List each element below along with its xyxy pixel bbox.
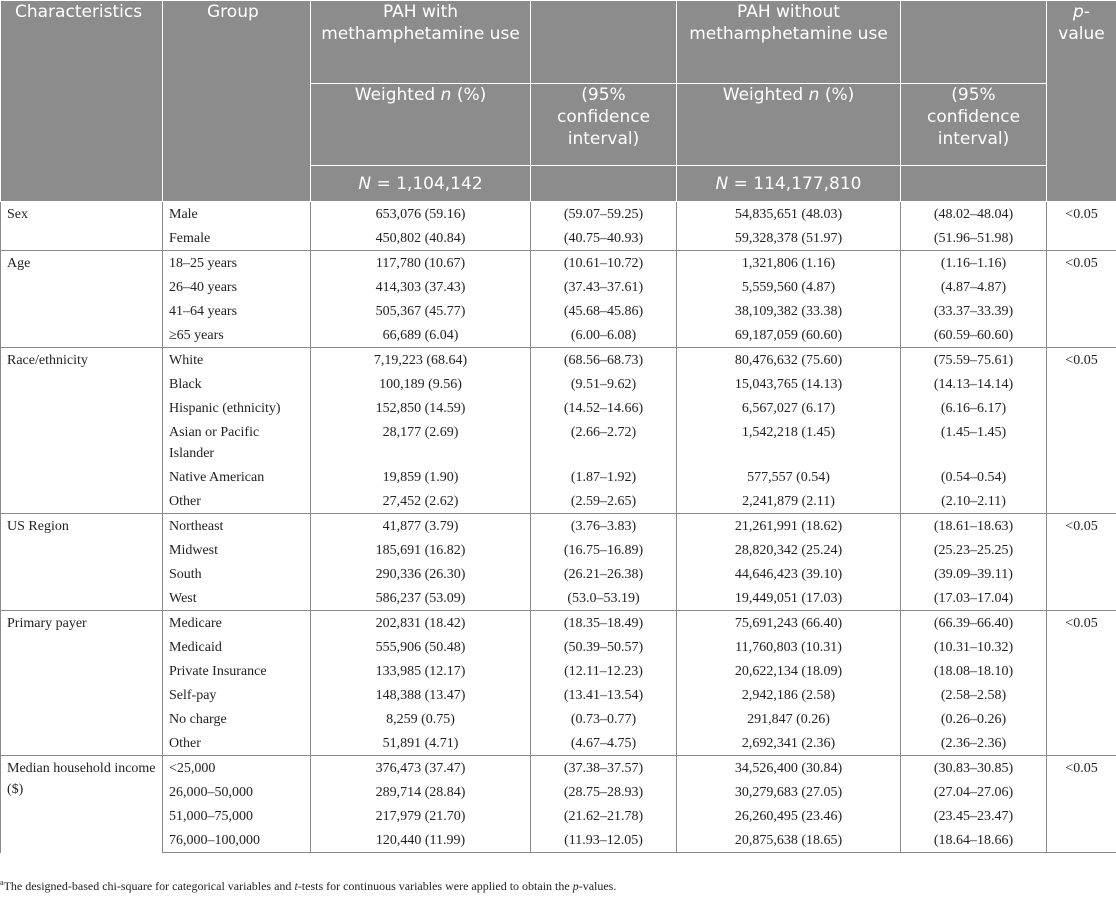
group-cell: 76,000–100,000 [163, 828, 311, 853]
with-ci-cell: (45.68–45.86) [531, 299, 677, 323]
group-cell: Native American [163, 465, 311, 489]
without-weighted-n-cell: 2,692,341 (2.36) [677, 731, 901, 756]
table-row [1, 611, 1116, 636]
with-weighted-n-cell: 66,689 (6.04) [311, 323, 531, 348]
with-ci-cell: (68.56–68.73) [531, 348, 677, 373]
with-ci-cell: (13.41–13.54) [531, 683, 677, 707]
without-weighted-n-cell: 38,109,382 (33.38) [677, 299, 901, 323]
table-row [1, 489, 1116, 514]
with-ci-cell: (11.93–12.05) [531, 828, 677, 853]
with-weighted-n-cell: 27,452 (2.62) [311, 489, 531, 514]
p-value-cell [1047, 562, 1116, 586]
with-weighted-n-cell: 7,19,223 (68.64) [311, 348, 531, 373]
without-weighted-n-cell: 59,328,378 (51.97) [677, 226, 901, 251]
group-cell: Medicaid [163, 635, 311, 659]
without-ci-cell: (17.03–17.04) [901, 586, 1047, 611]
table-row [1, 683, 1116, 707]
p-value-cell [1047, 275, 1116, 299]
without-ci-cell: (2.36–2.36) [901, 731, 1047, 756]
p-value-cell: <0.05 [1047, 611, 1116, 636]
p-value-cell [1047, 804, 1116, 828]
group-cell: 41–64 years [163, 299, 311, 323]
with-weighted-n-cell: 217,979 (21.70) [311, 804, 531, 828]
with-ci-cell: (4.67–4.75) [531, 731, 677, 756]
with-ci-cell: (53.0–53.19) [531, 586, 677, 611]
table-row [1, 828, 1116, 853]
with-ci-cell: (2.59–2.65) [531, 489, 677, 514]
characteristic-cell: Primary payer [1, 611, 163, 756]
without-weighted-n-cell: 291,847 (0.26) [677, 707, 901, 731]
table-row [1, 586, 1116, 611]
with-ci-cell: (2.66–2.72) [531, 420, 677, 465]
p-value-cell [1047, 731, 1116, 756]
table-row [1, 299, 1116, 323]
group-cell: 18–25 years [163, 251, 311, 276]
with-ci-cell: (50.39–50.57) [531, 635, 677, 659]
header-weighted-without: Weighted n (%) [677, 84, 901, 166]
header-ci-with: (95% confidence interval) [531, 84, 677, 166]
table-row [1, 780, 1116, 804]
without-ci-cell: (30.83–30.85) [901, 756, 1047, 781]
group-cell: Hispanic (ethnicity) [163, 396, 311, 420]
with-ci-cell: (9.51–9.62) [531, 372, 677, 396]
p-value-cell [1047, 396, 1116, 420]
with-ci-cell: (6.00–6.08) [531, 323, 677, 348]
with-ci-cell: (59.07–59.25) [531, 202, 677, 227]
without-ci-cell: (25.23–25.25) [901, 538, 1047, 562]
group-cell: Midwest [163, 538, 311, 562]
p-value-cell: <0.05 [1047, 251, 1116, 276]
with-ci-cell: (26.21–26.38) [531, 562, 677, 586]
without-weighted-n-cell: 30,279,683 (27.05) [677, 780, 901, 804]
header-weighted-with: Weighted n (%) [311, 84, 531, 166]
characteristic-cell: US Region [1, 514, 163, 611]
group-cell: 51,000–75,000 [163, 804, 311, 828]
group-cell: <25,000 [163, 756, 311, 781]
with-weighted-n-cell: 586,237 (53.09) [311, 586, 531, 611]
without-ci-cell: (1.45–1.45) [901, 420, 1047, 465]
with-weighted-n-cell: 290,336 (26.30) [311, 562, 531, 586]
with-weighted-n-cell: 376,473 (37.47) [311, 756, 531, 781]
without-ci-cell: (14.13–14.14) [901, 372, 1047, 396]
header-characteristics: Characteristics [1, 1, 163, 202]
without-ci-cell: (18.08–18.10) [901, 659, 1047, 683]
p-value-cell: <0.05 [1047, 756, 1116, 781]
without-weighted-n-cell: 2,241,879 (2.11) [677, 489, 901, 514]
characteristic-cell: Median household income ($) [1, 756, 163, 853]
p-value-cell [1047, 420, 1116, 465]
without-ci-cell: (2.10–2.11) [901, 489, 1047, 514]
table-row [1, 396, 1116, 420]
with-ci-cell: (37.38–37.57) [531, 756, 677, 781]
table-row [1, 756, 1116, 781]
without-weighted-n-cell: 20,875,638 (18.65) [677, 828, 901, 853]
without-weighted-n-cell: 75,691,243 (66.40) [677, 611, 901, 636]
without-ci-cell: (27.04–27.06) [901, 780, 1047, 804]
with-ci-cell: (40.75–40.93) [531, 226, 677, 251]
without-ci-cell: (18.61–18.63) [901, 514, 1047, 539]
header-empty-1 [531, 1, 677, 84]
without-weighted-n-cell: 5,559,560 (4.87) [677, 275, 901, 299]
with-weighted-n-cell: 120,440 (11.99) [311, 828, 531, 853]
without-ci-cell: (66.39–66.40) [901, 611, 1047, 636]
table-row [1, 348, 1116, 373]
table-row [1, 202, 1116, 227]
group-cell: Male [163, 202, 311, 227]
header-pah-without: PAH without methamphetamine use [677, 1, 901, 84]
p-value-cell [1047, 323, 1116, 348]
table-row [1, 465, 1116, 489]
p-value-cell [1047, 635, 1116, 659]
without-weighted-n-cell: 21,261,991 (18.62) [677, 514, 901, 539]
footnote-marker: a [0, 878, 4, 887]
with-ci-cell: (16.75–16.89) [531, 538, 677, 562]
without-weighted-n-cell: 1,542,218 (1.45) [677, 420, 901, 465]
without-ci-cell: (51.96–51.98) [901, 226, 1047, 251]
characteristic-cell: Sex [1, 202, 163, 251]
header-ci-without: (95% confidence interval) [901, 84, 1047, 166]
with-ci-cell: (14.52–14.66) [531, 396, 677, 420]
table-row [1, 659, 1116, 683]
header-group: Group [163, 1, 311, 202]
table-row [1, 562, 1116, 586]
without-weighted-n-cell: 34,526,400 (30.84) [677, 756, 901, 781]
with-weighted-n-cell: 505,367 (45.77) [311, 299, 531, 323]
without-ci-cell: (23.45–23.47) [901, 804, 1047, 828]
with-weighted-n-cell: 414,303 (37.43) [311, 275, 531, 299]
p-value-cell: <0.05 [1047, 348, 1116, 373]
table-header [1, 1, 1116, 202]
with-weighted-n-cell: 117,780 (10.67) [311, 251, 531, 276]
p-value-cell [1047, 707, 1116, 731]
without-weighted-n-cell: 577,557 (0.54) [677, 465, 901, 489]
without-ci-cell: (10.31–10.32) [901, 635, 1047, 659]
group-cell: ≥65 years [163, 323, 311, 348]
p-value-cell [1047, 538, 1116, 562]
with-weighted-n-cell: 41,877 (3.79) [311, 514, 531, 539]
characteristic-cell: Race/ethnicity [1, 348, 163, 514]
without-ci-cell: (1.16–1.16) [901, 251, 1047, 276]
with-ci-cell: (37.43–37.61) [531, 275, 677, 299]
header-empty-4 [901, 166, 1047, 202]
without-ci-cell: (6.16–6.17) [901, 396, 1047, 420]
with-weighted-n-cell: 19,859 (1.90) [311, 465, 531, 489]
table-row [1, 635, 1116, 659]
p-value-cell: <0.05 [1047, 202, 1116, 227]
without-ci-cell: (75.59–75.61) [901, 348, 1047, 373]
group-cell: Black [163, 372, 311, 396]
without-ci-cell: (39.09–39.11) [901, 562, 1047, 586]
without-weighted-n-cell: 54,835,651 (48.03) [677, 202, 901, 227]
without-ci-cell: (18.64–18.66) [901, 828, 1047, 853]
p-value-cell [1047, 465, 1116, 489]
without-weighted-n-cell: 19,449,051 (17.03) [677, 586, 901, 611]
without-weighted-n-cell: 28,820,342 (25.24) [677, 538, 901, 562]
p-value-cell [1047, 489, 1116, 514]
with-ci-cell: (10.61–10.72) [531, 251, 677, 276]
table-row [1, 731, 1116, 756]
p-value-cell [1047, 226, 1116, 251]
without-weighted-n-cell: 6,567,027 (6.17) [677, 396, 901, 420]
header-p-italic: p [1073, 2, 1084, 22]
p-value-cell [1047, 586, 1116, 611]
without-ci-cell: (0.54–0.54) [901, 465, 1047, 489]
with-weighted-n-cell: 555,906 (50.48) [311, 635, 531, 659]
header-pah-with: PAH with methamphetamine use [311, 1, 531, 84]
with-weighted-n-cell: 202,831 (18.42) [311, 611, 531, 636]
table-body [1, 202, 1116, 853]
without-weighted-n-cell: 80,476,632 (75.60) [677, 348, 901, 373]
with-weighted-n-cell: 289,714 (28.84) [311, 780, 531, 804]
with-ci-cell: (3.76–3.83) [531, 514, 677, 539]
header-n-without: N = 114,177,810 [677, 166, 901, 202]
p-value-cell [1047, 780, 1116, 804]
table-row [1, 707, 1116, 731]
with-ci-cell: (18.35–18.49) [531, 611, 677, 636]
group-cell: No charge [163, 707, 311, 731]
without-weighted-n-cell: 69,187,059 (60.60) [677, 323, 901, 348]
with-ci-cell: (28.75–28.93) [531, 780, 677, 804]
without-weighted-n-cell: 26,260,495 (23.46) [677, 804, 901, 828]
without-ci-cell: (0.26–0.26) [901, 707, 1047, 731]
table-row [1, 226, 1116, 251]
without-weighted-n-cell: 1,321,806 (1.16) [677, 251, 901, 276]
table-row [1, 538, 1116, 562]
header-n-with: N = 1,104,142 [311, 166, 531, 202]
group-cell: 26,000–50,000 [163, 780, 311, 804]
group-cell: Other [163, 489, 311, 514]
p-value-cell [1047, 659, 1116, 683]
table-row [1, 323, 1116, 348]
header-p-rest: -value [1058, 2, 1105, 44]
group-cell: Asian or Pacific Islander [163, 420, 311, 465]
with-ci-cell: (12.11–12.23) [531, 659, 677, 683]
p-value-cell [1047, 828, 1116, 853]
without-weighted-n-cell: 44,646,423 (39.10) [677, 562, 901, 586]
group-cell: 26–40 years [163, 275, 311, 299]
without-weighted-n-cell: 2,942,186 (2.58) [677, 683, 901, 707]
header-empty-2 [901, 1, 1047, 84]
group-cell: Private Insurance [163, 659, 311, 683]
without-ci-cell: (48.02–48.04) [901, 202, 1047, 227]
with-weighted-n-cell: 8,259 (0.75) [311, 707, 531, 731]
group-cell: White [163, 348, 311, 373]
p-value-cell [1047, 683, 1116, 707]
with-weighted-n-cell: 100,189 (9.56) [311, 372, 531, 396]
header-p-value [1047, 1, 1116, 202]
with-weighted-n-cell: 450,802 (40.84) [311, 226, 531, 251]
table-row [1, 251, 1116, 276]
without-weighted-n-cell: 11,760,803 (10.31) [677, 635, 901, 659]
with-weighted-n-cell: 28,177 (2.69) [311, 420, 531, 465]
group-cell: West [163, 586, 311, 611]
without-ci-cell: (4.87–4.87) [901, 275, 1047, 299]
header-empty-3 [531, 166, 677, 202]
without-ci-cell: (33.37–33.39) [901, 299, 1047, 323]
table-row [1, 804, 1116, 828]
footnote: $^a$The designed-based chi-square for categorical variables and t-tests for continuous variables were applied to obtain the p-values. [0, 878, 617, 893]
group-cell: Self-pay [163, 683, 311, 707]
group-cell: Northeast [163, 514, 311, 539]
with-weighted-n-cell: 653,076 (59.16) [311, 202, 531, 227]
with-ci-cell: (0.73–0.77) [531, 707, 677, 731]
group-cell: Female [163, 226, 311, 251]
table-row [1, 275, 1116, 299]
without-ci-cell: (60.59–60.60) [901, 323, 1047, 348]
with-ci-cell: (1.87–1.92) [531, 465, 677, 489]
characteristic-cell: Age [1, 251, 163, 348]
group-cell: Medicare [163, 611, 311, 636]
without-weighted-n-cell: 20,622,134 (18.09) [677, 659, 901, 683]
group-cell: Other [163, 731, 311, 756]
with-weighted-n-cell: 133,985 (12.17) [311, 659, 531, 683]
p-value-cell [1047, 372, 1116, 396]
table-row [1, 514, 1116, 539]
with-weighted-n-cell: 152,850 (14.59) [311, 396, 531, 420]
with-weighted-n-cell: 51,891 (4.71) [311, 731, 531, 756]
p-value-cell: <0.05 [1047, 514, 1116, 539]
without-ci-cell: (2.58–2.58) [901, 683, 1047, 707]
group-cell: South [163, 562, 311, 586]
table-row [1, 372, 1116, 396]
p-value-cell [1047, 299, 1116, 323]
without-weighted-n-cell: 15,043,765 (14.13) [677, 372, 901, 396]
table-row [1, 420, 1116, 465]
with-weighted-n-cell: 148,388 (13.47) [311, 683, 531, 707]
with-ci-cell: (21.62–21.78) [531, 804, 677, 828]
with-weighted-n-cell: 185,691 (16.82) [311, 538, 531, 562]
